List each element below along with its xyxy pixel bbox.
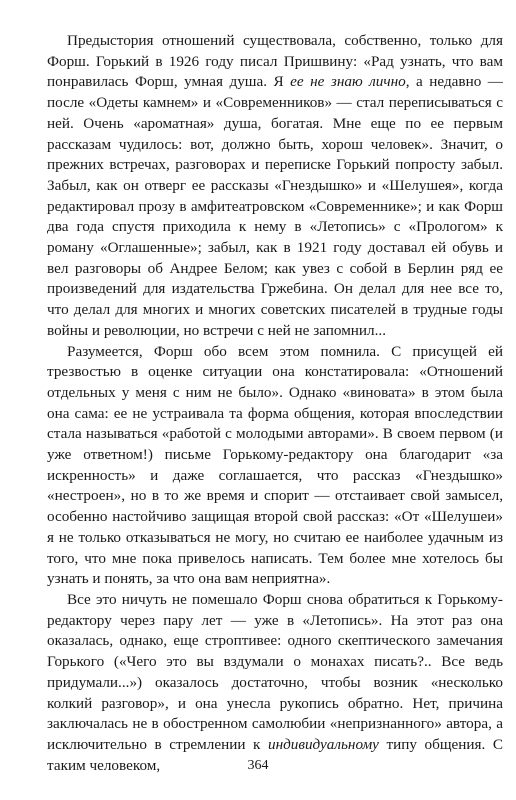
paragraph-2-text: Разумеется, Форш обо всем этом помнила. С присущей ей трезвостью в оценке ситуации она констатировала: «Отношений отдельных у меня с ним не было». Однако «виновата» в этом была она сама: ее не устраивала та форма общения, которая впоследствии стала называться «работой с молодыми авторами». В своем первом (и уже ответном!) письме Горькому-редактору она благодарит «за искренность» и даже соглашается, что рассказ «Гнездышко» «нестроен», но в то же время и спорит — отстаивает свой замысел, особенно настойчиво защищая второй свой рассказ: «От «Шелушеи» я не только отказываться не могу, но считаю ее наиболее удачным из того, что мне пока привелось написать. Тем более мне хотелось бы узнать и понять, за что она вам неприятна».	[47, 342, 503, 588]
paragraph-2	[47, 342, 503, 590]
paragraph-3	[47, 590, 503, 776]
paragraph-1-emphasis: ее не знаю лично	[290, 73, 406, 91]
paragraph-3-emphasis: индивидуальному	[267, 735, 379, 753]
paragraph-3-part-2: типу общения. С таким человеком,	[47, 735, 503, 774]
paragraph-1	[47, 31, 503, 342]
paragraph-3-part-1: Все это ничуть не помешало Форш снова обратиться к Горькому-редактору через пару лет — уже в «Летопись». На этот раз она оказалась, однако, еще строптивее: одного скептического замечания Горького («Чего это вы вздумали о монахах писать?.. Все ведь придумали...») оказалось достаточно, чтобы возник «несколько колкий разговор», и она унесла рукопись обратно. Нет, причина заключалась не в обостренном самолюбии «непризнанного» автора, а исключительно в стремлении к	[47, 590, 503, 753]
paragraph-1-part-1: Предыстория отношений существовала, собственно, только для Форш. Горький в 1926 году писал Пришвину: «Рад узнать, что вам понравилась Форш, умная душа. Я	[47, 32, 503, 91]
paragraph-1-part-2: , а недавно — после «Одеты камнем» и «Современников» — стал переписываться с ней. Очень «ароматная» душа, богатая. Мне еще по ее первым рассказам чудилось: вот, должно быть, хорош человек». Значит, о прежних встречах, разговорах и переписке Горький попросту забыл. Забыл, как он отверг ее рассказы «Гнездышко» и «Шелушея», когда редактировал прозу в амфитеатровском «Современнике»; и как Форш два года спустя приходила к нему в «Летопись» с «Прологом» к роману «Оглашенные»; забыл, как в 1921 году доставал ей обувь и вел разговоры об Андрее Белом; как увез с собой в Берлин ряд ее произведений для издательства Гржебина. Он делал для нее все то, что делал для многих и многих советских писателей в трудные годы войны и революции, но встречи с ней не запомнил...	[47, 73, 503, 339]
body-text	[47, 31, 503, 776]
page-number: 364	[247, 758, 269, 773]
